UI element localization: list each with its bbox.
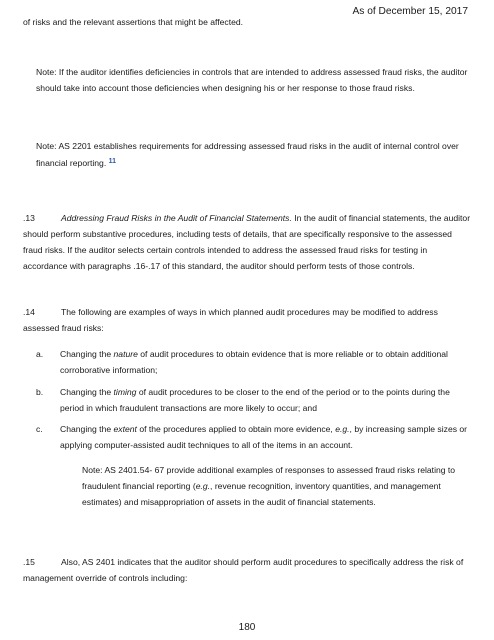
continuation-text: of risks and the relevant assertions that might be affected. — [23, 17, 244, 27]
list-item-label: c. — [36, 424, 43, 434]
paragraph-number: .14 — [23, 307, 35, 317]
page-number: 180 — [238, 622, 256, 633]
paragraph-text: The following are examples of ways in which planned audit procedures may be modified to address assessed fraud risks: — [23, 307, 438, 333]
paragraph-text: In the audit of financial statements, the auditor should perform substantive procedures, including tests of details, that are specifically responsive to the assessed fraud risks. If the auditor selects certain controls intended to address the assessed fraud risks for testing in accordance with paragraphs .16-.17 of this standard, the auditor should perform tests of those controls. — [23, 213, 471, 271]
paragraph-14 — [23, 304, 473, 336]
list-item-text: Changing the nature of audit procedures to obtain evidence that is more reliable or to obtain additional corroborative information; — [60, 349, 448, 375]
list-item-label: b. — [36, 387, 44, 397]
paragraph-number: .15 — [23, 557, 35, 567]
list-item-text: Changing the timing of audit procedures to be closer to the end of the period or to the points during the period in which fraudulent transactions are more likely to occur; and — [60, 387, 450, 413]
note-deficiencies: Note: If the auditor identifies deficiencies in controls that are intended to address assessed fraud risks, the auditor should take into account those deficiencies when designing his or her response to those fraud risks. — [36, 67, 468, 93]
note-as-2201-text: Note: AS 2201 establishes requirements for addressing assessed fraud risks in the audit of internal control over financial reporting. — [36, 141, 459, 168]
note-as-2401: Note: AS 2401.54- 67 provide additional examples of responses to assessed fraud risks relating to fraudulent financial reporting (e.g., revenue recognition, inventory quantities, and management estimates) and misappropriation of assets in the audit of financial statements. — [82, 465, 456, 507]
note-as-2201 — [36, 138, 474, 171]
paragraph-13 — [23, 210, 473, 274]
paragraph-heading: Addressing Fraud Risks in the Audit of Financial Statements. — [61, 213, 292, 223]
paragraph-15 — [23, 554, 473, 586]
list-item-label: a. — [36, 349, 44, 359]
list-item-text: Changing the extent of the procedures applied to obtain more evidence, e.g., by increasing sample sizes or applying computer-assisted audit techniques to all of the items in an account. — [60, 424, 468, 450]
footnote-reference[interactable]: 11 — [108, 158, 117, 165]
paragraph-number: .13 — [23, 213, 35, 223]
document-date: As of December 15, 2017 — [352, 6, 468, 17]
paragraph-text: Also, AS 2401 indicates that the auditor should perform audit procedures to specifically address the risk of management override of controls including: — [23, 557, 464, 583]
